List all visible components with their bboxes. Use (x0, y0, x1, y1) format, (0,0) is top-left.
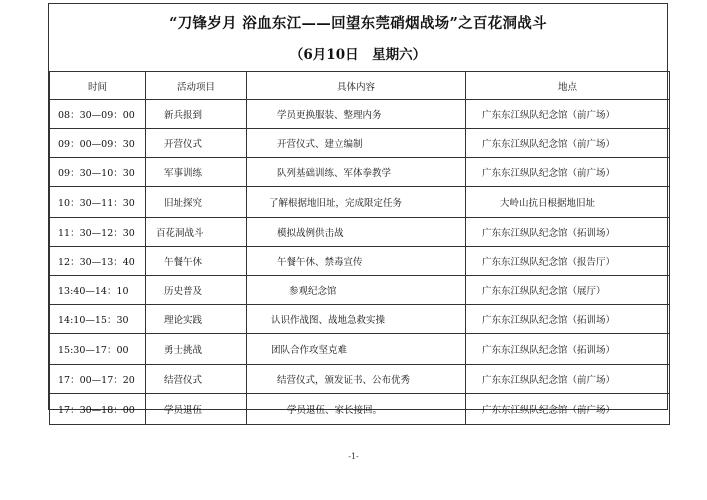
table-row (50, 305, 670, 334)
cell-place: 广东东江纵队纪念馆（前广场） (466, 100, 670, 129)
cell-time: 14:10—15：30 (50, 305, 146, 334)
cell-activity: 旧址探究 (146, 187, 247, 218)
cell-activity: 结营仪式 (146, 365, 247, 394)
cell-time: 11：30—12：30 (50, 218, 146, 247)
cell-time: 10：30—11：30 (50, 187, 146, 218)
cell-content: 认识作战图、战地急救实操 (247, 305, 466, 334)
cell-activity: 理论实践 (146, 305, 247, 334)
cell-time: 09：00—09：30 (50, 129, 146, 158)
header-place: 地点 (466, 72, 670, 100)
cell-content: 学员更换服装、整理内务 (247, 100, 466, 129)
cell-content: 模拟战例供击战 (247, 218, 466, 247)
table-row (50, 394, 670, 425)
cell-content: 结营仪式，颁发证书、公布优秀 (247, 365, 466, 394)
cell-activity: 学员退伍 (146, 394, 247, 425)
table-header-row (50, 72, 670, 100)
cell-time: 09：30—10：30 (50, 158, 146, 187)
header-time: 时间 (50, 72, 146, 100)
cell-time: 12：30—13：40 (50, 247, 146, 276)
document-header (49, 4, 667, 72)
cell-time: 17：00—17：20 (50, 365, 146, 394)
cell-place: 广东东江纵队纪念馆（展厅） (466, 276, 670, 305)
page-number: -1- (348, 452, 359, 461)
cell-content: 了解根据地旧址，完成限定任务 (247, 187, 466, 218)
cell-content: 开营仪式、建立编制 (247, 129, 466, 158)
table-row (50, 158, 670, 187)
cell-place: 广东东江纵队纪念馆（前广场） (466, 365, 670, 394)
cell-place: 广东东江纵队纪念馆（拓训场） (466, 305, 670, 334)
cell-place: 广东东江纵队纪念馆（前广场） (466, 158, 670, 187)
cell-place: 广东东江纵队纪念馆（报告厅） (466, 247, 670, 276)
table-row (50, 100, 670, 129)
cell-activity: 军事训练 (146, 158, 247, 187)
cell-time: 15:30—17：00 (50, 334, 146, 365)
cell-place: 广东东江纵队纪念馆（拓训场） (466, 334, 670, 365)
cell-activity: 历史普及 (146, 276, 247, 305)
cell-time: 08：30—09：00 (50, 100, 146, 129)
cell-place: 广东东江纵队纪念馆（前广场） (466, 394, 670, 425)
table-row (50, 334, 670, 365)
cell-place: 大岭山抗日根据地旧址 (466, 187, 670, 218)
cell-content: 参观纪念馆 (247, 276, 466, 305)
cell-content: 午餐午休、禁毒宣传 (247, 247, 466, 276)
schedule-table (49, 71, 670, 425)
cell-content: 团队合作攻坚克难 (247, 334, 466, 365)
table-row (50, 218, 670, 247)
document-subtitle: （6月10日 星期六） (289, 47, 427, 63)
table-row (50, 187, 670, 218)
cell-activity: 百花洞战斗 (146, 218, 247, 247)
cell-activity: 新兵报到 (146, 100, 247, 129)
table-row (50, 247, 670, 276)
table-row (50, 129, 670, 158)
schedule-document (48, 3, 668, 416)
cell-time: 13:40—14：10 (50, 276, 146, 305)
header-content: 具体内容 (247, 72, 466, 100)
header-activity: 活动项目 (146, 72, 247, 100)
cell-place: 广东东江纵队纪念馆（拓训场） (466, 218, 670, 247)
cell-content: 队列基础训练、军体拳教学 (247, 158, 466, 187)
cell-activity: 开营仪式 (146, 129, 247, 158)
cell-activity: 勇士挑战 (146, 334, 247, 365)
table-row (50, 276, 670, 305)
cell-place: 广东东江纵队纪念馆（前广场） (466, 129, 670, 158)
cell-activity: 午餐午休 (146, 247, 247, 276)
cell-content: 学员退伍、家长接回。 (247, 394, 466, 425)
document-title: “刀锋岁月 浴血东江——回望东莞硝烟战场”之百花洞战斗 (169, 15, 547, 32)
table-row (50, 365, 670, 394)
cell-time: 17：30—18：00 (50, 394, 146, 425)
